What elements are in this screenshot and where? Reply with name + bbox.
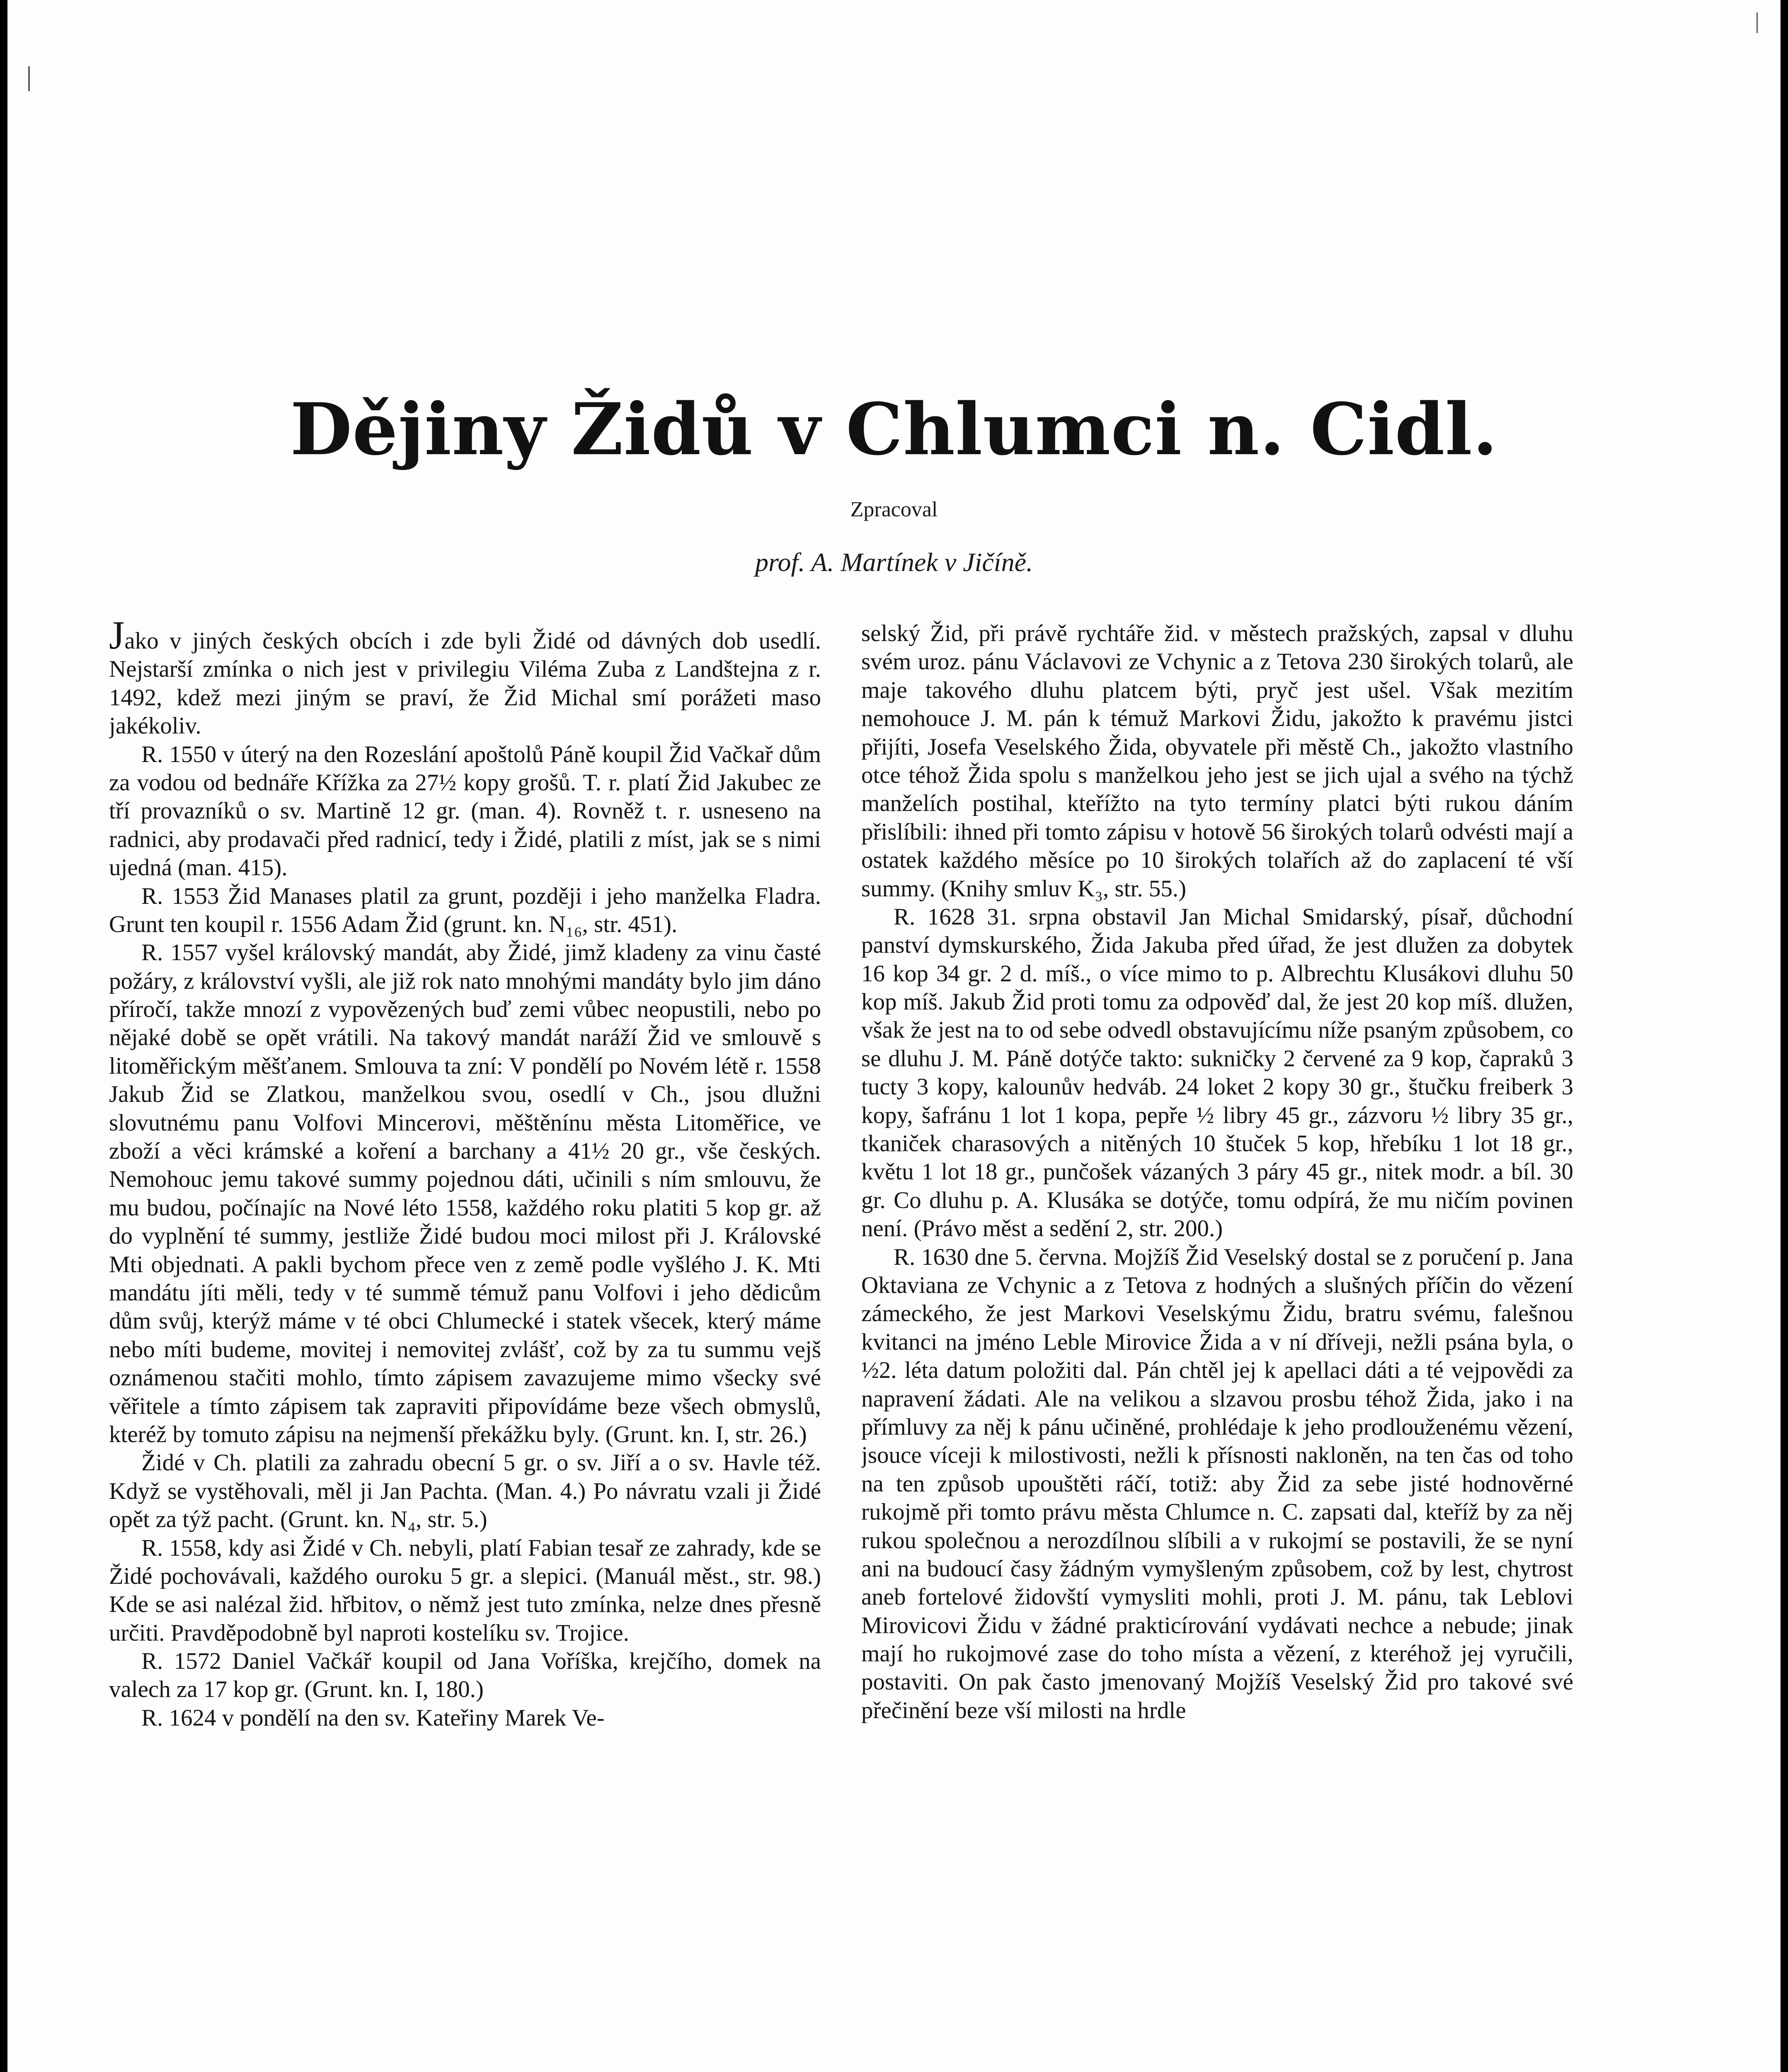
author-line: prof. A. Martínek v Jičíně. (755, 547, 1033, 577)
paragraph: R. 1550 v úterý na den Rozeslání apoštolů Páně koupil Žid Vačkař dům za vodou od bednáře Křížka za 27½ kopy grošů. T. r. platí Žid Jakubec ze tří provazníků o sv. Martině 12 gr. (man. 4). Rovněž t. r. usneseno na radnici, aby prodavači před radnicí, tedy i Židé, platili z míst, jak se s nimi ujedná (man. 415). (109, 741, 821, 881)
continued-paragraph: selský Žid, při právě rychtáře žid. v městech pražských, zapsal v dluhu svém uroz. pánu Václavovi ze Vchynic a z Tetova 230 širokých tolarů, ale maje takového dluhu platcem býti, pryč jest ušel. Však mezitím nemohouce J. M. pán k témuž Markovi Židu, jakožto k pravému jistci přijíti, Josefa Veselského Žida, obyvatele při městě Ch., jakožto vlastního otce téhož Žida spolu s manželkou jeho jest se jich ujal a svého na týchž manželích postihal, kteřížto na tyto termíny platci býti rukou dáním přislíbili: ihned při tomto zápisu v hotově 56 širokých tolarů odvésti mají a ostatek každého měsíce po 10 širokých tolařích až do zaplacení té vší summy. (Knihy smluv K₃, str. 55.) (861, 620, 1573, 902)
scan-artifact-right (1757, 12, 1758, 33)
right-column (861, 620, 1573, 2072)
paragraph: R. 1624 v pondělí na den sv. Kateřiny Marek Ve- (141, 1704, 605, 1731)
scan-artifact-left (28, 66, 30, 91)
paragraph: Židé v Ch. platili za zahradu obecní 5 gr. o sv. Jiří a o sv. Havle též. Když se vystěhovali, měl ji Jan Pachta. (Man. 4.) Po návratu vzali ji Židé opět za týž pacht. (Grunt. kn. N₄, str. 5.) (109, 1450, 821, 1533)
initial-letter: J (109, 620, 125, 657)
paragraph: R. 1630 dne 5. června. Mojžíš Žid Veselský dostal se z poručení p. Jana Oktaviana ze Vchynic a z Tetova z hodných a slušných příčin do vězení zámeckého, že jest Markovi Veselskýmu Židu, bratru svému, falešnou kvitanci na jméno Leble Mirovice Žida a v ní dříveji, nežli psána byla, o ½2. léta datum položiti dal. Pán chtěl jej k apellaci dáti a té vejpovědi za napravení žádati. Ale na velikou a slzavou prosbu téhož Žida, jako i na přímluvy za něj k pánu učiněné, prohlédaje k jeho prodlouženému vězení, jsouce víceji k milostivosti, nežli k přísnosti nakloněn, na ten čas od toho na ten způsob upouštěti ráčí, totiž: aby Žid za sebe jisté hodnověrné rukojmě při tomto právu města Chlumce n. C. zapsati dal, kteříž by za něj rukou společnou a nerozdílnou slíbili a v rukojmí se postavili, že se nyní ani na budoucí časy žádným vymyšleným způsobem, což by lest, chytrost aneb fortelové židovští vymysliti mohli, proti J. M. pánu, tak Leblovi Mirovicovi Židu v žádné prakticírování vydávati nechce a nebude; jinak mají ho rukojmové zase do toho místa a vězení, z kteréhož jej vyručili, postaviti. On pak často jmenovaný Mojžíš Veselský Žid pro takové své přečinění beze vší milosti na hrdle (861, 1244, 1573, 1723)
article-title: Dějiny Židů v Chlumci n. Cidl. (290, 387, 1498, 471)
paragraph: R. 1628 31. srpna obstavil Jan Michal Smidarský, písař, důchodní panství dymskurského, Žida Jakuba před úřad, že jest dlužen za dobytek 16 kop 34 gr. 2 d. míš., o více mimo to p. Albrechtu Klusákovi dluhu 50 kop míš. Jakub Žid proti tomu za odpověď dal, že jest 20 kop míš. dlužen, však že jest na to od sebe odvedl obstavujícímu níže psaným způsobem, co se dluhu J. M. Páně dotýče takto: sukničky 2 červené za 9 kop, čapraků 3 tucty 3 kopy, kalounův hedváb. 24 loket 2 kopy 30 gr., štučku freiberk 3 kopy, šafránu 1 lot 1 kopa, pepře ½ libry 45 gr., zázvoru ½ libry 35 gr., tkaniček charasových a nitěných 10 štuček 5 kop, hřebíku 1 lot 18 gr., květu 1 lot 18 gr., punčošek vázaných 3 páry 45 gr., nitek modr. a bíl. 30 gr. Co dluhu p. A. Klusáka se dotýče, tomu odpírá, že mu ničím povinen není. (Právo měst a sedění 2, str. 200.) (861, 903, 1573, 1242)
left-column (109, 620, 821, 2072)
scanned-page (7, 0, 1781, 2072)
paragraph: R. 1553 Žid Manases platil za grunt, později i jeho manželka Fladra. Grunt ten koupil r. 1556 Adam Žid (grunt. kn. N₁₆, str. 451). (109, 883, 821, 937)
opening-paragraph-text: ako v jiných českých obcích i zde byli Židé od dávných dob usedlí. Nejstarší zmínka o nich jest v privilegiu Viléma Zuba z Landštejna z r. 1492, kdež mezi jiným se praví, že Žid Michal smí porážeti maso jakékoliv. (109, 628, 821, 739)
paragraph: R. 1572 Daniel Vačkář koupil od Jana Voříška, krejčího, domek na valech za 17 kop gr. (Grunt. kn. I, 180.) (109, 1648, 821, 1703)
paragraph: R. 1558, kdy asi Židé v Ch. nebyli, platí Fabian tesař ze zahrady, kde se Židé pochovávali, každého ouroku 5 gr. a slepici. (Manuál měst., str. 98.) Kde se asi nalézal žid. hřbitov, o němž jest tuto zmínka, nelze dnes přesně určiti. Pravděpodobně byl naproti kostelíku sv. Trojice. (109, 1535, 821, 1646)
opening-paragraph (109, 620, 821, 741)
paragraph: R. 1557 vyšel královský mandát, aby Židé, jimž kladeny za vinu časté požáry, z království vyšli, ale již rok nato mnohými mandáty bylo jim dáno příročí, takže mnozí z vypovězených buď zemi vůbec neopustili, nebo po nějaké době se opět vrátili. Na takový mandát naráží Žid ve smlouvě s litoměřickým měšťanem. Smlouva ta zní: V pondělí po Novém létě r. 1558 Jakub Žid se Zlatkou, manželkou svou, osedlí v Ch., jsou dlužni slovutnému panu Volfovi Mincerovi, měštěnínu města Litoměřice, ve zboží a věci krámské a koření a barchany a 41½ 20 gr., vše českých. Nemohouc jemu takové summy pojednou dáti, učinili s ním smlouvu, že mu budou, počínajíc na Nové léto 1558, každého roku platiti 5 kop gr. až do vyplnění té summy, jestliže Židé budou moci milost při J. Královské Mti objednati. A pakli bychom přece ven z země podle vyšlého J. K. Mti mandátu jíti měli, tedy v té summě témuž panu Volfovi i jeho dědicům dům svůj, kterýž máme v té obci Chlumecké i statek všecek, který máme nebo míti budeme, movitej i nemovitej zvlášť, což by za tu summu vejš oznámenou stačiti mohlo, tímto zápisem zavazujeme mimo všecky své věřitele a tímto zápisem tak zapraviti připovídáme beze všech obmyslů, kteréž by tomuto zápisu na nejmenší překážku byly. (Grunt. kn. I, str. 26.) (109, 939, 821, 1447)
prepared-by-label: Zpracoval (850, 498, 938, 521)
